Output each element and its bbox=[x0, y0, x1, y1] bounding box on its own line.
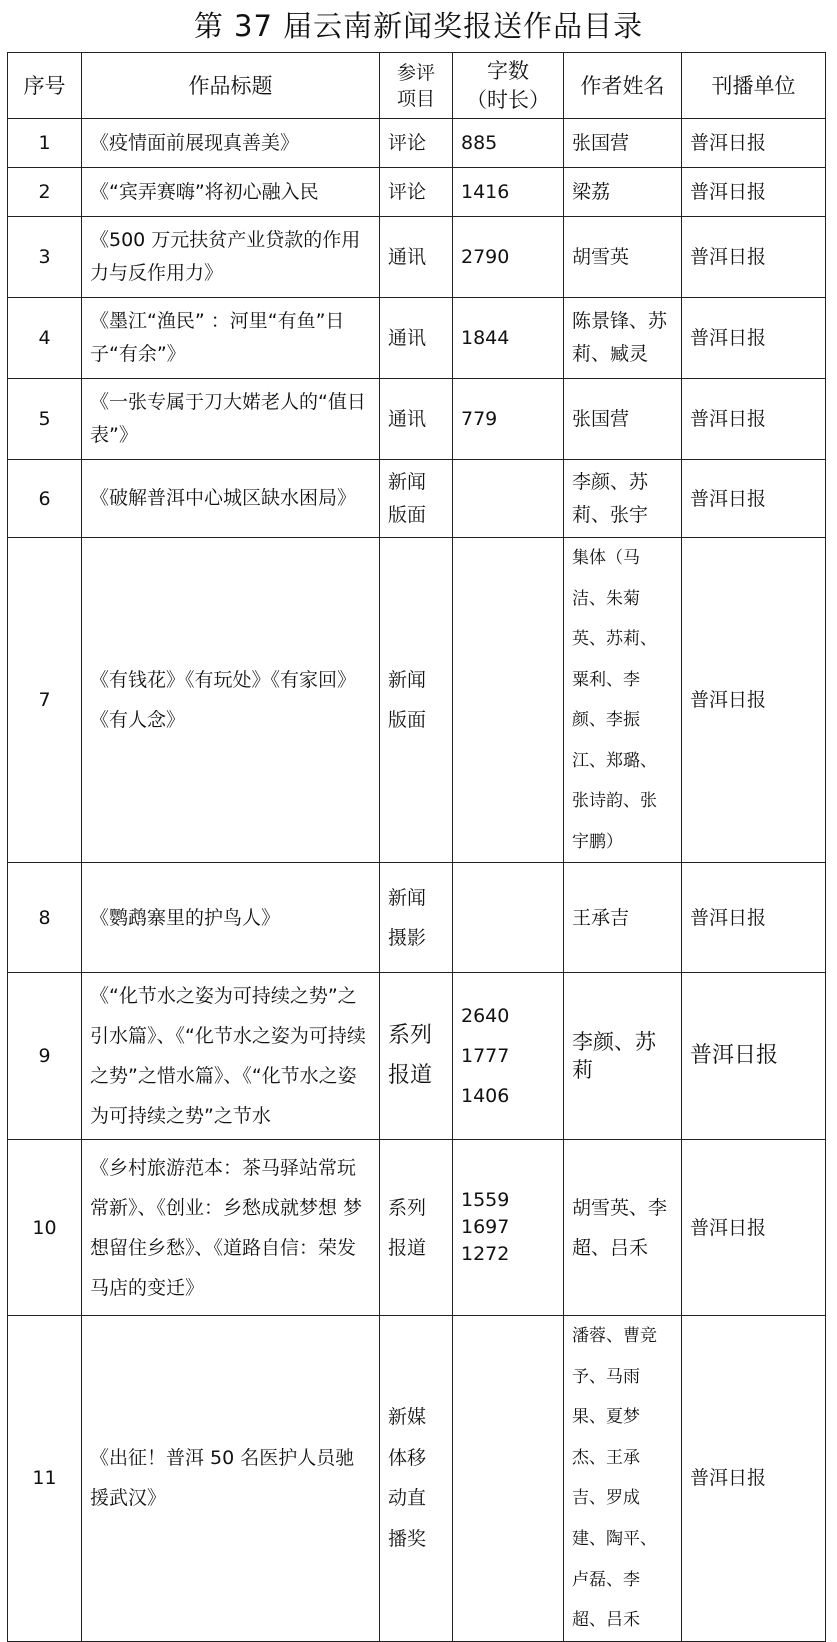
row-publisher: 普洱日报 bbox=[682, 379, 826, 460]
row-author: 张国营 bbox=[564, 119, 682, 168]
row-publisher: 普洱日报 bbox=[682, 1316, 826, 1642]
row-no: 9 bbox=[8, 973, 82, 1140]
header-count: 字数 （时长） bbox=[453, 53, 564, 119]
works-table bbox=[7, 52, 826, 1642]
row-author: 梁荔 bbox=[564, 168, 682, 217]
row-title: 《有钱花》《有玩处》《有家回》《有人念》 bbox=[82, 538, 380, 863]
row-count: 1416 bbox=[453, 168, 564, 217]
row-title: 《墨江“渔民” ：河里“有鱼”日子“有余”》 bbox=[82, 298, 380, 379]
row-count bbox=[453, 460, 564, 538]
row-category: 系列报道 bbox=[380, 973, 453, 1140]
row-count: 2640 1777 1406 bbox=[453, 973, 564, 1140]
row-publisher: 普洱日报 bbox=[682, 460, 826, 538]
row-no: 6 bbox=[8, 460, 82, 538]
row-no: 4 bbox=[8, 298, 82, 379]
row-publisher: 普洱日报 bbox=[682, 298, 826, 379]
row-category: 通讯 bbox=[380, 217, 453, 298]
row-count: 885 bbox=[453, 119, 564, 168]
table-row bbox=[8, 1316, 826, 1642]
row-author: 陈景锋、苏莉、臧灵 bbox=[564, 298, 682, 379]
row-no: 11 bbox=[8, 1316, 82, 1642]
row-author: 李颜、苏莉 bbox=[564, 973, 682, 1140]
header-work-title: 作品标题 bbox=[82, 53, 380, 119]
header-author: 作者姓名 bbox=[564, 53, 682, 119]
row-title: 《500 万元扶贫产业贷款的作用力与反作用力》 bbox=[82, 217, 380, 298]
row-author: 集体（马洁、朱菊英、苏莉、粟利、李颜、李振江、郑璐、张诗韵、张宇鹏） bbox=[564, 538, 682, 863]
row-author: 张国营 bbox=[564, 379, 682, 460]
row-category: 评论 bbox=[380, 168, 453, 217]
row-publisher: 普洱日报 bbox=[682, 217, 826, 298]
header-publisher: 刊播单位 bbox=[682, 53, 826, 119]
row-no: 3 bbox=[8, 217, 82, 298]
row-title: 《疫情面前展现真善美》 bbox=[82, 119, 380, 168]
row-title: 《出征！普洱 50 名医护人员驰援武汉》 bbox=[82, 1316, 380, 1642]
row-author: 李颜、苏莉、张宇 bbox=[564, 460, 682, 538]
table-row bbox=[8, 379, 826, 460]
table-row bbox=[8, 1140, 826, 1316]
row-title: 《一张专属于刀大婼老人的“值日表”》 bbox=[82, 379, 380, 460]
row-title: 《乡村旅游范本：茶马驿站常玩常新》、《创业：乡愁成就梦想 梦想留住乡愁》、《道路自信：荣发马店的变迁》 bbox=[82, 1140, 380, 1316]
header-row bbox=[8, 53, 826, 119]
row-author: 胡雪英 bbox=[564, 217, 682, 298]
row-no: 2 bbox=[8, 168, 82, 217]
row-publisher: 普洱日报 bbox=[682, 863, 826, 973]
row-author: 潘蓉、曹竞予、马雨果、夏梦杰、王承吉、罗成建、陶平、卢磊、李超、吕禾 bbox=[564, 1316, 682, 1642]
row-title: 《破解普洱中心城区缺水困局》 bbox=[82, 460, 380, 538]
row-publisher: 普洱日报 bbox=[682, 973, 826, 1140]
row-category: 评论 bbox=[380, 119, 453, 168]
row-count bbox=[453, 1316, 564, 1642]
table-row bbox=[8, 217, 826, 298]
row-category: 新媒体移动直播奖 bbox=[380, 1316, 453, 1642]
row-count: 2790 bbox=[453, 217, 564, 298]
row-title: 《“化节水之姿为可持续之势”之引水篇》、《“化节水之姿为可持续之势”之惜水篇》、《“化节水之姿为可持续之势”之节水 bbox=[82, 973, 380, 1140]
row-count: 779 bbox=[453, 379, 564, 460]
header-no: 序号 bbox=[8, 53, 82, 119]
row-no: 1 bbox=[8, 119, 82, 168]
header-category: 参评 项目 bbox=[380, 53, 453, 119]
table-row bbox=[8, 863, 826, 973]
row-no: 8 bbox=[8, 863, 82, 973]
row-title: 《鹦鹉寨里的护鸟人》 bbox=[82, 863, 380, 973]
row-no: 10 bbox=[8, 1140, 82, 1316]
table-row bbox=[8, 538, 826, 863]
row-publisher: 普洱日报 bbox=[682, 1140, 826, 1316]
table-row bbox=[8, 119, 826, 168]
row-category: 通讯 bbox=[380, 379, 453, 460]
row-no: 5 bbox=[8, 379, 82, 460]
row-category: 通讯 bbox=[380, 298, 453, 379]
table-row bbox=[8, 460, 826, 538]
table-row bbox=[8, 298, 826, 379]
table-row bbox=[8, 168, 826, 217]
row-count bbox=[453, 863, 564, 973]
page-title: 第 37 届云南新闻奖报送作品目录 bbox=[193, 9, 644, 43]
row-title: 《“宾弄赛嗨”将初心融入民 bbox=[82, 168, 380, 217]
row-count: 1844 bbox=[453, 298, 564, 379]
row-author: 胡雪英、李超、吕禾 bbox=[564, 1140, 682, 1316]
row-publisher: 普洱日报 bbox=[682, 538, 826, 863]
table-row bbox=[8, 973, 826, 1140]
row-publisher: 普洱日报 bbox=[682, 119, 826, 168]
row-no: 7 bbox=[8, 538, 82, 863]
row-category: 新闻版面 bbox=[380, 538, 453, 863]
row-category: 新闻版面 bbox=[380, 460, 453, 538]
row-publisher: 普洱日报 bbox=[682, 168, 826, 217]
row-category: 系列报道 bbox=[380, 1140, 453, 1316]
row-count bbox=[453, 538, 564, 863]
row-author: 王承吉 bbox=[564, 863, 682, 973]
row-category: 新闻摄影 bbox=[380, 863, 453, 973]
row-count: 1559 1697 1272 bbox=[453, 1140, 564, 1316]
